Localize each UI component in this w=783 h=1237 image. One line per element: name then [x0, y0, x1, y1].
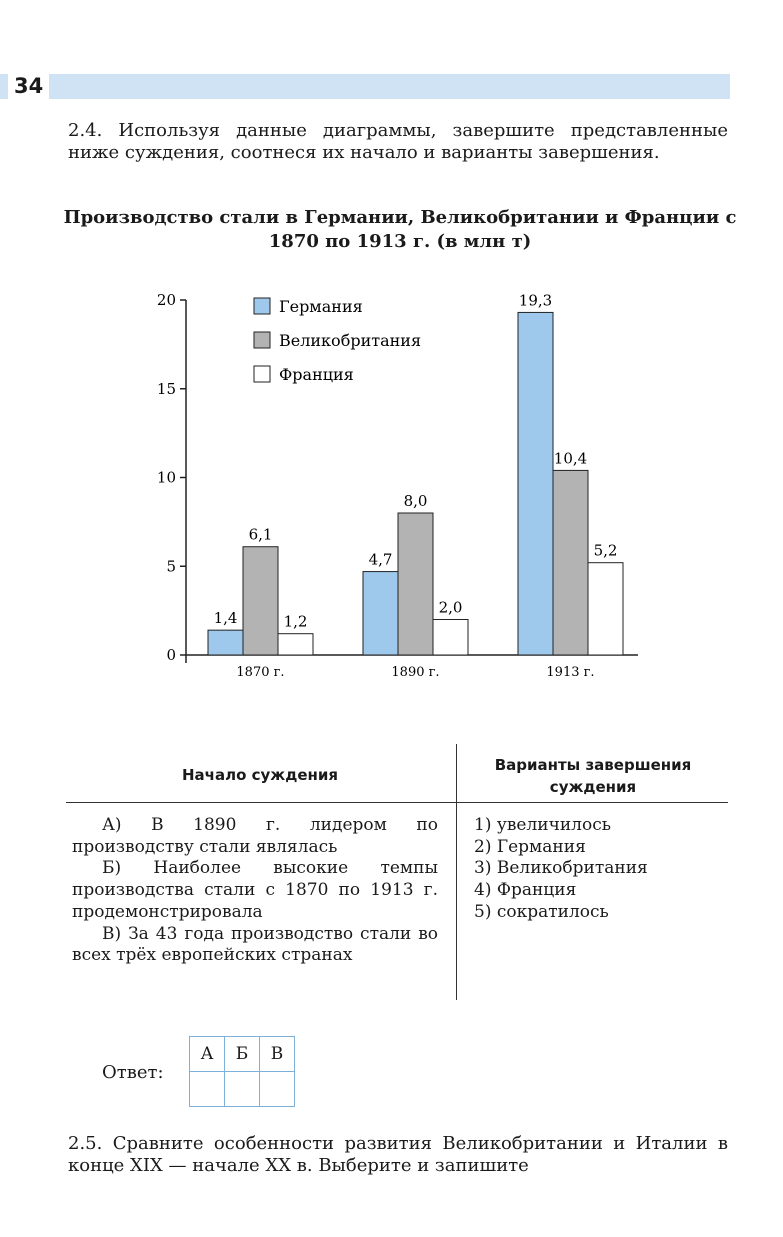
statement-a: А) В 1890 г. лидером по производству стали являлась — [72, 815, 438, 857]
answer-grid — [189, 1036, 295, 1107]
legend-label: Франция — [279, 365, 354, 384]
y-tick-label: 10 — [156, 468, 176, 487]
bar-value-label: 4,7 — [368, 550, 393, 569]
answer-column-v: В — [260, 1037, 295, 1072]
bar — [518, 312, 553, 655]
page-number: 34 — [8, 74, 49, 99]
bar-value-label: 2,0 — [438, 598, 463, 617]
bar — [398, 513, 433, 655]
task-2-4-text: 2.4. Используя данные диаграммы, завершите представленные ниже суждения, соотнеся их начало и варианты завершения. — [68, 120, 728, 163]
x-tick-label: 1890 г. — [391, 665, 440, 680]
x-tick-label: 1870 г. — [236, 665, 285, 680]
statement-v: В) За 43 года производство стали во всех трёх европейских странах — [72, 923, 438, 966]
legend-swatch — [254, 298, 270, 314]
bar — [433, 620, 468, 656]
bar — [363, 572, 398, 655]
bar — [553, 470, 588, 655]
bar-value-label: 19,3 — [518, 291, 553, 310]
bar-value-label: 1,4 — [213, 609, 238, 628]
answer-label: Ответ: — [102, 1062, 164, 1083]
statement-beginnings — [72, 815, 438, 967]
ending-option-5: 5) сократилось — [474, 901, 609, 922]
chart-legend — [254, 297, 421, 384]
bar-value-label: 1,2 — [283, 612, 308, 631]
steel-production-chart — [140, 282, 660, 702]
task-2-5-text: 2.5. Сравните особенности развития Великобритании и Италии в конце XIX — начале XX в. Выберите и запишите — [68, 1133, 728, 1176]
y-tick-label: 5 — [166, 557, 176, 576]
bar-value-label: 8,0 — [403, 492, 428, 510]
statement-b: Б) Наиболее высокие темпы производства стали с 1870 по 1913 г. продемонстрировала — [72, 858, 438, 922]
ending-option-1: 1) увеличилось — [474, 815, 611, 835]
table-header-beginning: Начало суждения — [182, 766, 338, 784]
y-tick-label: 20 — [156, 291, 176, 309]
bar — [243, 547, 278, 655]
ending-options — [474, 815, 724, 924]
legend-swatch — [254, 332, 270, 348]
answer-cell-b[interactable] — [225, 1072, 260, 1107]
bar — [588, 563, 623, 655]
y-tick-label: 15 — [156, 379, 176, 398]
answer-cell-a[interactable] — [190, 1072, 225, 1107]
bar — [208, 630, 243, 655]
ending-option-2: 2) Германия — [474, 836, 586, 857]
table-divider-horizontal — [66, 802, 728, 803]
answer-column-a: А — [190, 1037, 225, 1072]
y-tick-label: 0 — [166, 646, 176, 664]
bar-value-label: 10,4 — [553, 449, 588, 468]
bar-value-label: 6,1 — [248, 525, 273, 544]
legend-swatch — [254, 366, 270, 382]
legend-label: Великобритания — [279, 331, 422, 350]
legend-label: Германия — [279, 297, 363, 316]
answer-column-b: Б — [225, 1037, 260, 1072]
ending-option-3: 3) Великобритания — [474, 858, 648, 879]
bar — [278, 634, 313, 655]
x-tick-label: 1913 г. — [546, 665, 595, 680]
page-header-band — [0, 74, 730, 99]
bar-value-label: 5,2 — [593, 541, 618, 560]
table-header-endings: Варианты завершения суждения — [494, 756, 692, 796]
ending-option-4: 4) Франция — [474, 880, 577, 901]
table-divider-vertical — [456, 744, 457, 1000]
answer-cell-v[interactable] — [260, 1072, 295, 1107]
chart-title: Производство стали в Германии, Великобритании и Франции с 1870 по 1913 г. (в млн т) — [63, 207, 737, 252]
